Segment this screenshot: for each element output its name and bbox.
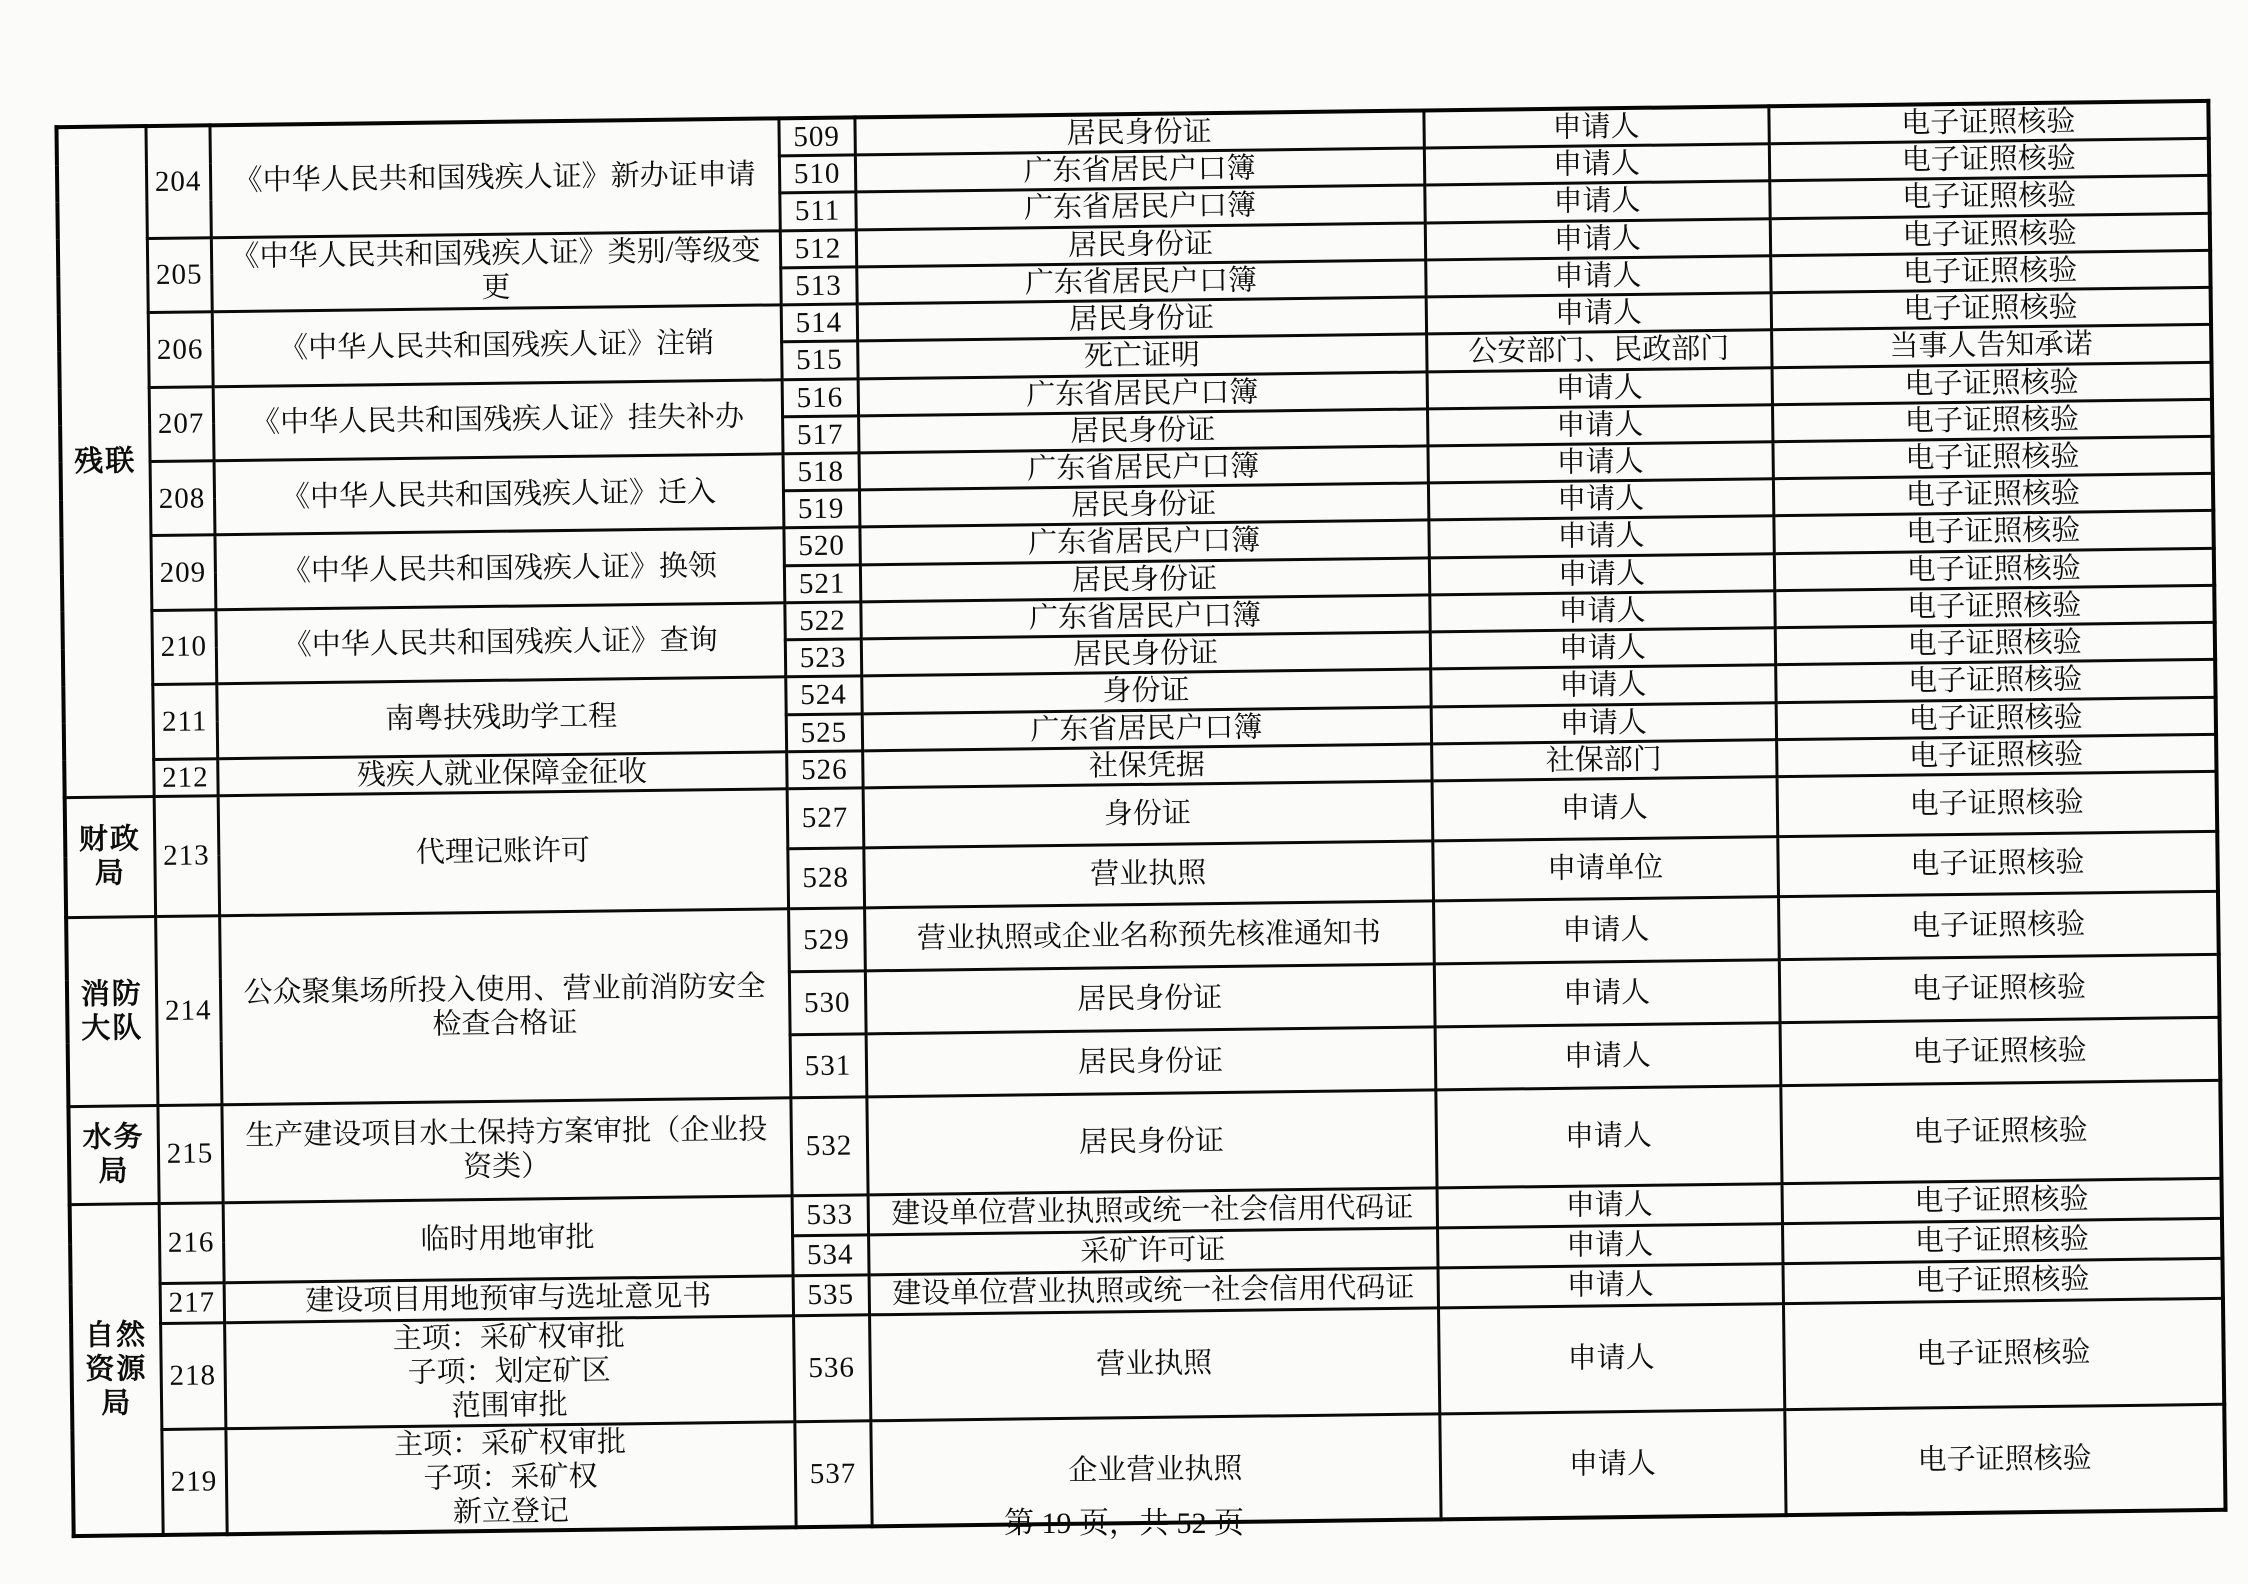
cell-requirement-no: 518 bbox=[783, 453, 859, 491]
cell-item-name: 南粤扶残助学工程 bbox=[216, 677, 786, 758]
cell-item-name: 主项：采矿权审批 子项：采矿权 新立登记 bbox=[225, 1421, 795, 1534]
cell-requirement-document: 广东省居民户口簿 bbox=[862, 706, 1431, 750]
cell-requirement-method: 电子证照核验 bbox=[1779, 954, 2220, 1022]
cell-requirement-source: 申请人 bbox=[1427, 367, 1772, 408]
cell-requirement-method: 当事人告知承诺 bbox=[1771, 325, 2211, 368]
cell-requirement-document: 居民身份证 bbox=[857, 297, 1426, 341]
cell-requirement-source: 申请人 bbox=[1434, 960, 1780, 1027]
cell-requirement-source: 申请人 bbox=[1426, 293, 1771, 334]
cell-item-name: 临时用地审批 bbox=[223, 1196, 793, 1283]
cell-requirement-document: 身份证 bbox=[861, 669, 1430, 713]
cell-requirement-method: 电子证照核验 bbox=[1782, 1258, 2222, 1303]
cell-requirement-source: 社保部门 bbox=[1431, 739, 1776, 780]
cell-requirement-source: 申请人 bbox=[1437, 1224, 1782, 1268]
cell-requirement-no: 536 bbox=[793, 1315, 870, 1422]
cell-requirement-document: 社保凭据 bbox=[862, 744, 1431, 788]
cell-requirement-document: 居民身份证 bbox=[854, 110, 1423, 155]
cell-requirement-no: 525 bbox=[786, 713, 862, 751]
cell-requirement-document: 居民身份证 bbox=[859, 483, 1428, 527]
cell-requirement-no: 520 bbox=[783, 527, 859, 565]
cell-requirement-document: 广东省居民户口簿 bbox=[859, 520, 1428, 564]
cell-requirement-source: 申请人 bbox=[1429, 591, 1774, 632]
cell-requirement-document: 建设单位营业执照或统一社会信用代码证 bbox=[868, 1188, 1437, 1235]
cell-requirement-document: 营业执照 bbox=[863, 841, 1433, 908]
cell-requirement-method: 电子证照核验 bbox=[1773, 511, 2213, 554]
cell-item-no: 216 bbox=[159, 1203, 224, 1284]
cell-requirement-method: 电子证照核验 bbox=[1782, 1178, 2222, 1223]
cell-requirement-method: 电子证照核验 bbox=[1773, 474, 2213, 517]
cell-requirement-method: 电子证照核验 bbox=[1777, 771, 2218, 836]
cell-requirement-no: 531 bbox=[790, 1034, 867, 1098]
cell-item-no: 207 bbox=[149, 386, 214, 461]
cell-requirement-method: 电子证照核验 bbox=[1774, 585, 2214, 628]
cell-requirement-document: 采矿许可证 bbox=[868, 1228, 1437, 1275]
cell-requirement-document: 身份证 bbox=[863, 781, 1433, 848]
page-footer: 第 19 页，共 52 页 bbox=[1004, 1507, 1244, 1540]
cell-requirement-source: 申请人 bbox=[1431, 702, 1776, 743]
cell-requirement-source: 申请人 bbox=[1423, 106, 1768, 148]
cell-requirement-source: 申请人 bbox=[1438, 1304, 1784, 1414]
cell-item-no: 215 bbox=[157, 1105, 222, 1204]
cell-requirement-document: 建设单位营业执照或统一社会信用代码证 bbox=[869, 1268, 1438, 1315]
cell-item-name: 《中华人民共和国残疾人证》换领 bbox=[214, 528, 784, 609]
cell-requirement-no: 519 bbox=[783, 490, 859, 528]
cell-requirement-no: 537 bbox=[794, 1420, 871, 1527]
cell-requirement-document: 居民身份证 bbox=[861, 632, 1430, 676]
cell-department: 消防 大队 bbox=[66, 916, 157, 1106]
cell-requirement-source: 申请人 bbox=[1438, 1264, 1783, 1308]
cell-requirement-no: 523 bbox=[785, 639, 861, 677]
cell-requirement-method: 电子证照核验 bbox=[1784, 1404, 2225, 1516]
cell-requirement-document: 居民身份证 bbox=[860, 558, 1429, 602]
cell-requirement-document: 广东省居民户口簿 bbox=[856, 260, 1425, 304]
cell-requirement-source: 申请人 bbox=[1430, 628, 1775, 669]
cell-requirement-no: 516 bbox=[782, 378, 858, 416]
cell-requirement-no: 510 bbox=[779, 155, 855, 193]
cell-requirement-source: 申请人 bbox=[1435, 1086, 1781, 1188]
cell-item-no: 217 bbox=[160, 1283, 224, 1324]
cell-requirement-method: 电子证照核验 bbox=[1775, 622, 2215, 665]
cell-item-name: 公众聚集场所投入使用、营业前消防安全 检查合格证 bbox=[219, 909, 790, 1105]
cell-requirement-method: 电子证照核验 bbox=[1770, 250, 2210, 293]
cell-requirement-no: 512 bbox=[780, 230, 856, 268]
cell-requirement-method: 电子证照核验 bbox=[1775, 660, 2215, 703]
cell-requirement-source: 申请人 bbox=[1427, 404, 1772, 445]
cell-requirement-no: 532 bbox=[790, 1097, 867, 1196]
cell-requirement-no: 511 bbox=[779, 192, 855, 230]
cell-requirement-no: 522 bbox=[784, 602, 860, 640]
cell-requirement-method: 电子证照核验 bbox=[1780, 1017, 2221, 1085]
cell-item-no: 213 bbox=[154, 796, 219, 917]
cell-item-name: 《中华人民共和国残疾人证》迁入 bbox=[214, 454, 784, 535]
cell-department: 水务 局 bbox=[68, 1105, 158, 1204]
cell-requirement-no: 517 bbox=[782, 416, 858, 454]
cell-requirement-document: 广东省居民户口簿 bbox=[859, 446, 1428, 490]
scanned-sheet bbox=[54, 99, 2223, 1538]
cell-requirement-document: 居民身份证 bbox=[866, 1027, 1436, 1097]
cell-requirement-no: 533 bbox=[792, 1195, 868, 1236]
cell-requirement-source: 申请人 bbox=[1425, 256, 1770, 297]
cell-requirement-document: 居民身份证 bbox=[866, 1090, 1436, 1195]
cell-requirement-source: 申请人 bbox=[1424, 144, 1769, 185]
cell-requirement-method: 电子证照核验 bbox=[1771, 287, 2211, 330]
cell-requirement-source: 申请人 bbox=[1424, 181, 1769, 222]
cell-requirement-method: 电子证照核验 bbox=[1776, 734, 2216, 777]
cell-requirement-document: 居民身份证 bbox=[856, 223, 1425, 267]
cell-requirement-no: 530 bbox=[789, 971, 866, 1035]
cell-requirement-no: 529 bbox=[788, 908, 865, 972]
cell-item-name: 《中华人民共和国残疾人证》类别/等级变 更 bbox=[211, 231, 781, 312]
cell-requirement-no: 509 bbox=[778, 117, 854, 156]
cell-item-no: 212 bbox=[153, 758, 217, 796]
cell-requirement-source: 申请人 bbox=[1437, 1184, 1782, 1228]
cell-requirement-no: 535 bbox=[793, 1275, 869, 1316]
cell-requirement-document: 死亡证明 bbox=[857, 334, 1426, 378]
cell-requirement-method: 电子证照核验 bbox=[1772, 399, 2212, 442]
cell-requirement-no: 513 bbox=[780, 267, 856, 305]
cell-requirement-method: 电子证照核验 bbox=[1780, 1080, 2221, 1183]
cell-item-no: 208 bbox=[150, 461, 215, 536]
cell-item-name: 《中华人民共和国残疾人证》查询 bbox=[215, 603, 785, 684]
cell-requirement-source: 公安部门、民政部门 bbox=[1426, 330, 1771, 371]
cell-requirement-method: 电子证照核验 bbox=[1783, 1298, 2224, 1409]
cell-requirement-no: 528 bbox=[787, 848, 864, 909]
cell-item-no: 218 bbox=[160, 1323, 225, 1429]
approval-items-table bbox=[54, 99, 2227, 1538]
cell-requirement-source: 申请人 bbox=[1428, 479, 1773, 520]
cell-requirement-source: 申请人 bbox=[1427, 442, 1772, 483]
cell-requirement-no: 515 bbox=[781, 341, 857, 379]
cell-item-no: 211 bbox=[152, 684, 217, 759]
cell-requirement-method: 电子证照核验 bbox=[1777, 831, 2218, 896]
cell-item-no: 214 bbox=[155, 916, 221, 1106]
cell-item-name: 代理记账许可 bbox=[218, 789, 788, 916]
cell-requirement-method: 电子证照核验 bbox=[1770, 213, 2210, 256]
cell-requirement-no: 526 bbox=[786, 751, 862, 789]
cell-requirement-document: 营业执照 bbox=[869, 1308, 1439, 1421]
cell-item-name: 生产建设项目水土保持方案审批（企业投 资类） bbox=[221, 1098, 791, 1203]
cell-requirement-document: 广东省居民户口簿 bbox=[860, 595, 1429, 639]
cell-item-name: 残疾人就业保障金征收 bbox=[217, 752, 786, 796]
cell-requirement-source: 申请人 bbox=[1428, 516, 1773, 557]
cell-item-no: 206 bbox=[148, 312, 213, 387]
cell-department: 残联 bbox=[56, 126, 153, 797]
cell-department: 自然 资源 局 bbox=[70, 1203, 163, 1536]
cell-requirement-source: 申请人 bbox=[1435, 1023, 1781, 1090]
cell-item-no: 204 bbox=[145, 125, 210, 238]
cell-requirement-method: 电子证照核验 bbox=[1769, 176, 2209, 219]
cell-item-no: 209 bbox=[150, 535, 215, 610]
cell-requirement-document: 居民身份证 bbox=[858, 409, 1427, 453]
cell-requirement-source: 申请人 bbox=[1432, 777, 1778, 841]
cell-item-name: 《中华人民共和国残疾人证》注销 bbox=[212, 305, 782, 386]
cell-requirement-no: 514 bbox=[781, 304, 857, 342]
cell-requirement-source: 申请人 bbox=[1433, 897, 1779, 964]
cell-requirement-source: 申请人 bbox=[1439, 1409, 1785, 1519]
cell-requirement-method: 电子证照核验 bbox=[1769, 139, 2209, 182]
cell-requirement-no: 524 bbox=[785, 676, 861, 714]
cell-requirement-document: 企业营业执照 bbox=[870, 1413, 1440, 1526]
cell-item-no: 210 bbox=[151, 610, 216, 685]
cell-requirement-source: 申请人 bbox=[1425, 218, 1770, 259]
cell-requirement-document: 广东省居民户口簿 bbox=[855, 148, 1424, 192]
cell-requirement-document: 营业执照或企业名称预先核准通知书 bbox=[864, 901, 1434, 971]
cell-requirement-document: 广东省居民户口簿 bbox=[858, 371, 1427, 415]
cell-requirement-method: 电子证照核验 bbox=[1776, 697, 2216, 740]
cell-requirement-method: 电子证照核验 bbox=[1782, 1218, 2222, 1263]
cell-requirement-source: 申请人 bbox=[1429, 553, 1774, 594]
cell-requirement-no: 521 bbox=[784, 565, 860, 603]
cell-requirement-document: 居民身份证 bbox=[865, 964, 1435, 1034]
cell-item-name: 建设项目用地预审与选址意见书 bbox=[224, 1276, 793, 1323]
cell-requirement-no: 534 bbox=[792, 1235, 868, 1276]
cell-item-name: 《中华人民共和国残疾人证》新办证申请 bbox=[209, 118, 779, 237]
cell-requirement-source: 申请人 bbox=[1430, 665, 1775, 706]
cell-requirement-method: 电子证照核验 bbox=[1774, 548, 2214, 591]
table-body bbox=[56, 101, 2225, 1536]
cell-item-name: 主项：采矿权审批 子项：划定矿区 范围审批 bbox=[224, 1316, 794, 1429]
cell-requirement-method: 电子证照核验 bbox=[1778, 891, 2219, 959]
cell-item-no: 205 bbox=[147, 237, 212, 312]
cell-requirement-document: 广东省居民户口簿 bbox=[855, 185, 1424, 229]
cell-department: 财政 局 bbox=[65, 796, 155, 917]
cell-requirement-method: 电子证照核验 bbox=[1772, 362, 2212, 405]
cell-requirement-no: 527 bbox=[787, 788, 864, 849]
cell-item-name: 《中华人民共和国残疾人证》挂失补办 bbox=[213, 379, 783, 460]
cell-requirement-method: 电子证照核验 bbox=[1772, 436, 2212, 479]
cell-requirement-source: 申请单位 bbox=[1432, 837, 1778, 901]
cell-requirement-method: 电子证照核验 bbox=[1768, 101, 2208, 144]
cell-item-no: 219 bbox=[161, 1428, 226, 1535]
